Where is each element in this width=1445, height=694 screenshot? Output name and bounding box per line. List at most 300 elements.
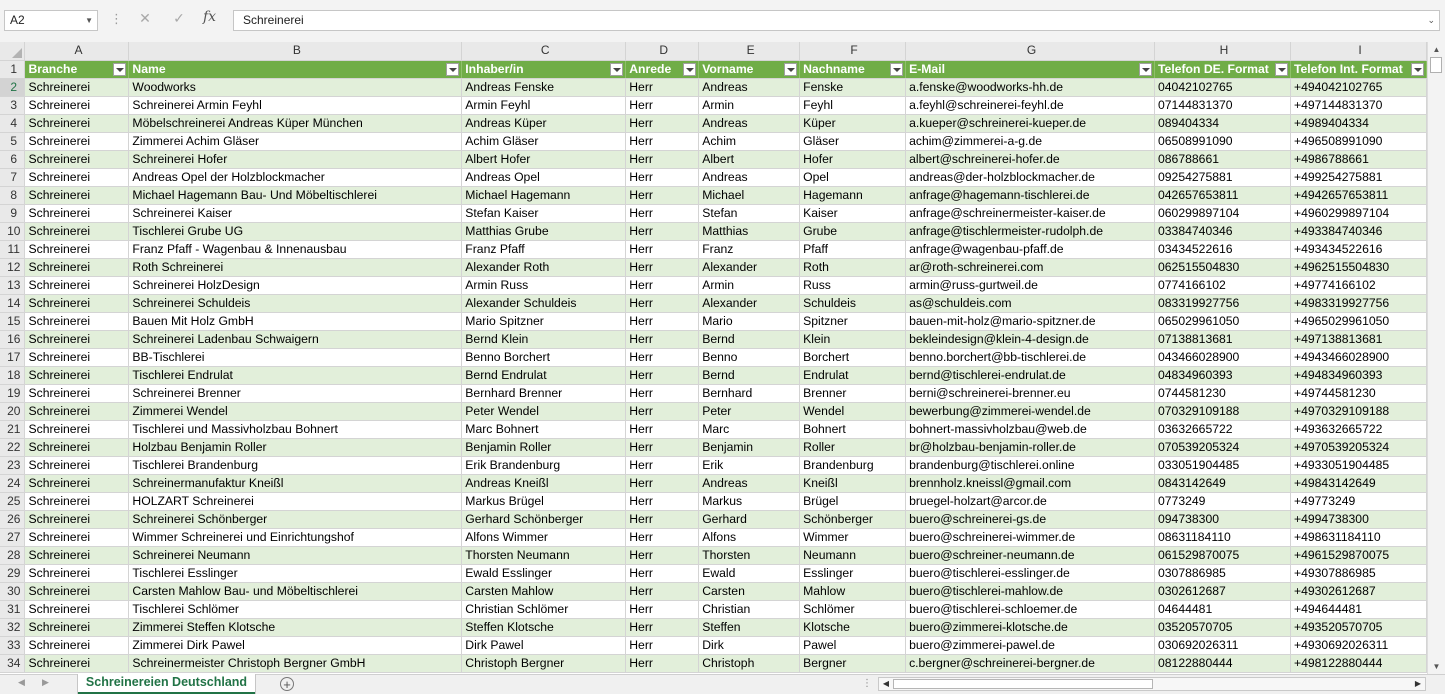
cell[interactable]	[800, 384, 906, 402]
row-header[interactable]: 33	[0, 636, 25, 654]
cell[interactable]	[1155, 222, 1291, 240]
cell[interactable]	[1290, 456, 1426, 474]
cell[interactable]	[129, 438, 462, 456]
cell[interactable]	[129, 600, 462, 618]
cell[interactable]	[800, 618, 906, 636]
formula-input[interactable]	[233, 10, 1440, 31]
cell[interactable]	[906, 150, 1155, 168]
filter-dropdown-icon[interactable]	[446, 63, 459, 76]
cell[interactable]	[25, 384, 129, 402]
cell[interactable]	[626, 96, 699, 114]
filter-dropdown-icon[interactable]	[784, 63, 797, 76]
row-header[interactable]: 21	[0, 420, 25, 438]
row-header[interactable]: 26	[0, 510, 25, 528]
cell[interactable]	[25, 510, 129, 528]
cell[interactable]	[1155, 546, 1291, 564]
cell[interactable]	[129, 276, 462, 294]
vertical-scrollbar[interactable]	[1427, 42, 1445, 674]
cell[interactable]	[462, 582, 626, 600]
cell[interactable]	[462, 78, 626, 96]
cell[interactable]	[699, 528, 800, 546]
cell[interactable]	[800, 240, 906, 258]
scroll-left-icon[interactable]: ◀	[882, 679, 890, 688]
column-header-a[interactable]: A	[25, 42, 129, 60]
cell[interactable]	[800, 348, 906, 366]
cell[interactable]	[626, 564, 699, 582]
cell[interactable]	[1290, 348, 1426, 366]
cell[interactable]	[129, 546, 462, 564]
row-header[interactable]: 4	[0, 114, 25, 132]
row-header[interactable]: 8	[0, 186, 25, 204]
cell[interactable]	[699, 600, 800, 618]
cell[interactable]	[462, 384, 626, 402]
row-header[interactable]: 28	[0, 546, 25, 564]
cell[interactable]	[1290, 510, 1426, 528]
cell[interactable]	[800, 546, 906, 564]
cell[interactable]	[906, 564, 1155, 582]
cell[interactable]	[1155, 366, 1291, 384]
cell[interactable]	[25, 114, 129, 132]
cell[interactable]	[1290, 438, 1426, 456]
cell[interactable]	[129, 150, 462, 168]
cell[interactable]	[906, 600, 1155, 618]
select-all-corner[interactable]	[0, 42, 25, 60]
cell[interactable]	[25, 492, 129, 510]
cell[interactable]	[129, 366, 462, 384]
cell[interactable]	[462, 150, 626, 168]
cell[interactable]	[1155, 384, 1291, 402]
cell[interactable]	[800, 168, 906, 186]
next-sheet-icon[interactable]: ▶	[42, 677, 49, 687]
cell[interactable]	[906, 96, 1155, 114]
cell[interactable]	[800, 150, 906, 168]
cell[interactable]	[626, 618, 699, 636]
cell[interactable]	[699, 636, 800, 654]
row-header[interactable]: 34	[0, 654, 25, 672]
cell[interactable]	[129, 258, 462, 276]
cell[interactable]	[1155, 600, 1291, 618]
cell[interactable]	[699, 150, 800, 168]
cell[interactable]	[800, 420, 906, 438]
cell[interactable]	[800, 456, 906, 474]
cell[interactable]	[1290, 240, 1426, 258]
row-header[interactable]: 23	[0, 456, 25, 474]
cell[interactable]	[129, 348, 462, 366]
cell[interactable]	[1155, 402, 1291, 420]
filter-dropdown-icon[interactable]	[1139, 63, 1152, 76]
cell[interactable]	[800, 186, 906, 204]
cell[interactable]	[25, 276, 129, 294]
cell[interactable]	[1290, 474, 1426, 492]
cell[interactable]	[906, 528, 1155, 546]
cell[interactable]	[699, 582, 800, 600]
cell[interactable]	[1155, 132, 1291, 150]
cell[interactable]	[626, 294, 699, 312]
row-header[interactable]: 12	[0, 258, 25, 276]
cell[interactable]	[1290, 600, 1426, 618]
cell[interactable]	[906, 420, 1155, 438]
cell[interactable]	[462, 240, 626, 258]
row-header[interactable]: 29	[0, 564, 25, 582]
cell[interactable]	[906, 582, 1155, 600]
cell[interactable]	[699, 96, 800, 114]
cell[interactable]	[129, 330, 462, 348]
row-header[interactable]: 31	[0, 600, 25, 618]
cell[interactable]	[1155, 474, 1291, 492]
cell[interactable]	[1290, 366, 1426, 384]
cell[interactable]	[626, 186, 699, 204]
cell[interactable]	[626, 636, 699, 654]
cell[interactable]	[626, 222, 699, 240]
cell[interactable]	[25, 294, 129, 312]
column-header-c[interactable]: C	[462, 42, 626, 60]
column-header-g[interactable]: G	[906, 42, 1155, 60]
cell[interactable]	[1155, 330, 1291, 348]
cell[interactable]	[462, 600, 626, 618]
cell[interactable]	[800, 636, 906, 654]
cell[interactable]	[906, 492, 1155, 510]
cell[interactable]	[699, 384, 800, 402]
cell[interactable]	[1290, 222, 1426, 240]
column-header-e[interactable]: E	[699, 42, 800, 60]
cell[interactable]	[1155, 528, 1291, 546]
cell[interactable]	[25, 258, 129, 276]
cell[interactable]	[626, 258, 699, 276]
filter-dropdown-icon[interactable]	[890, 63, 903, 76]
row-header[interactable]: 2	[0, 78, 25, 96]
cell[interactable]	[1290, 420, 1426, 438]
cell[interactable]	[25, 600, 129, 618]
column-header-f[interactable]: F	[800, 42, 906, 60]
cell[interactable]	[906, 114, 1155, 132]
cell[interactable]	[626, 402, 699, 420]
cell[interactable]	[626, 384, 699, 402]
cell[interactable]	[906, 456, 1155, 474]
row-header[interactable]: 14	[0, 294, 25, 312]
cell[interactable]	[1155, 276, 1291, 294]
scroll-up-icon[interactable]: ▲	[1432, 45, 1441, 54]
cell[interactable]	[699, 258, 800, 276]
cell[interactable]	[462, 186, 626, 204]
cell[interactable]	[800, 78, 906, 96]
cell[interactable]	[462, 564, 626, 582]
cell[interactable]	[906, 240, 1155, 258]
cell[interactable]	[462, 204, 626, 222]
cell[interactable]	[626, 600, 699, 618]
cell[interactable]	[626, 438, 699, 456]
cell[interactable]	[25, 204, 129, 222]
header-cell-h[interactable]	[1155, 60, 1291, 78]
cell[interactable]	[462, 492, 626, 510]
cell[interactable]	[129, 168, 462, 186]
cell[interactable]	[699, 330, 800, 348]
cell[interactable]	[1155, 618, 1291, 636]
cell[interactable]	[626, 492, 699, 510]
cell[interactable]	[25, 582, 129, 600]
cell[interactable]	[800, 582, 906, 600]
cell[interactable]	[25, 438, 129, 456]
cell[interactable]	[626, 78, 699, 96]
filter-dropdown-icon[interactable]	[683, 63, 696, 76]
row-header[interactable]: 20	[0, 402, 25, 420]
cell[interactable]	[1155, 114, 1291, 132]
cell[interactable]	[800, 312, 906, 330]
prev-sheet-icon[interactable]: ◀	[18, 677, 25, 687]
cell[interactable]	[1290, 258, 1426, 276]
cell[interactable]	[906, 636, 1155, 654]
cell[interactable]	[462, 438, 626, 456]
cell[interactable]	[25, 186, 129, 204]
cell[interactable]	[1290, 204, 1426, 222]
cell[interactable]	[699, 168, 800, 186]
row-header[interactable]: 32	[0, 618, 25, 636]
cell[interactable]	[25, 312, 129, 330]
cell[interactable]	[25, 456, 129, 474]
cell[interactable]	[1290, 528, 1426, 546]
cell[interactable]	[626, 546, 699, 564]
cell[interactable]	[906, 168, 1155, 186]
cell[interactable]	[626, 312, 699, 330]
cell[interactable]	[626, 510, 699, 528]
cell[interactable]	[906, 348, 1155, 366]
cell[interactable]	[1155, 420, 1291, 438]
cell[interactable]	[906, 474, 1155, 492]
cell[interactable]	[699, 420, 800, 438]
cell[interactable]	[800, 528, 906, 546]
cell[interactable]	[129, 240, 462, 258]
cell[interactable]	[906, 366, 1155, 384]
cell[interactable]	[626, 276, 699, 294]
row-header[interactable]: 24	[0, 474, 25, 492]
cell[interactable]	[129, 384, 462, 402]
cell[interactable]	[1155, 150, 1291, 168]
cell[interactable]	[1290, 312, 1426, 330]
cell[interactable]	[1155, 78, 1291, 96]
cell[interactable]	[1290, 582, 1426, 600]
cell[interactable]	[1290, 618, 1426, 636]
header-cell-f[interactable]	[800, 60, 906, 78]
cell[interactable]	[699, 186, 800, 204]
cell[interactable]	[25, 240, 129, 258]
cell[interactable]	[1155, 492, 1291, 510]
cell[interactable]	[699, 204, 800, 222]
cell[interactable]	[25, 636, 129, 654]
cell[interactable]	[25, 96, 129, 114]
cell[interactable]	[626, 366, 699, 384]
cell[interactable]	[129, 420, 462, 438]
cell[interactable]	[906, 510, 1155, 528]
cell[interactable]	[462, 618, 626, 636]
cell[interactable]	[25, 366, 129, 384]
cell[interactable]	[800, 654, 906, 672]
cell[interactable]	[129, 402, 462, 420]
cell[interactable]	[699, 654, 800, 672]
cell[interactable]	[626, 240, 699, 258]
cell[interactable]	[25, 618, 129, 636]
cell[interactable]	[129, 456, 462, 474]
cell[interactable]	[462, 366, 626, 384]
cell[interactable]	[129, 132, 462, 150]
cell[interactable]	[906, 276, 1155, 294]
column-header-i[interactable]: I	[1290, 42, 1426, 60]
cell[interactable]	[800, 564, 906, 582]
cell[interactable]	[1155, 564, 1291, 582]
cell[interactable]	[1155, 168, 1291, 186]
cell[interactable]	[462, 276, 626, 294]
cell[interactable]	[129, 654, 462, 672]
cell[interactable]	[626, 168, 699, 186]
cell[interactable]	[1155, 348, 1291, 366]
cell[interactable]	[462, 114, 626, 132]
cell[interactable]	[462, 132, 626, 150]
cell[interactable]	[800, 96, 906, 114]
cell[interactable]	[129, 474, 462, 492]
cell[interactable]	[129, 312, 462, 330]
filter-dropdown-icon[interactable]	[1411, 63, 1424, 76]
row-header[interactable]: 17	[0, 348, 25, 366]
filter-dropdown-icon[interactable]	[113, 63, 126, 76]
cell[interactable]	[462, 168, 626, 186]
cell[interactable]	[25, 402, 129, 420]
row-header[interactable]: 15	[0, 312, 25, 330]
cell[interactable]	[1155, 258, 1291, 276]
cell[interactable]	[1290, 168, 1426, 186]
cell[interactable]	[129, 618, 462, 636]
cell[interactable]	[462, 330, 626, 348]
cell[interactable]	[800, 276, 906, 294]
header-cell-i[interactable]	[1290, 60, 1426, 78]
cell[interactable]	[462, 420, 626, 438]
cell[interactable]	[1290, 564, 1426, 582]
cell[interactable]	[906, 546, 1155, 564]
cell[interactable]	[626, 114, 699, 132]
cell[interactable]	[462, 348, 626, 366]
cell[interactable]	[800, 492, 906, 510]
cell[interactable]	[1155, 654, 1291, 672]
row-header[interactable]: 13	[0, 276, 25, 294]
row-header[interactable]: 18	[0, 366, 25, 384]
cell[interactable]	[129, 636, 462, 654]
cell[interactable]	[25, 132, 129, 150]
cell[interactable]	[906, 132, 1155, 150]
cell[interactable]	[906, 330, 1155, 348]
cell[interactable]	[129, 186, 462, 204]
cell[interactable]	[25, 150, 129, 168]
cell[interactable]	[800, 474, 906, 492]
cell[interactable]	[906, 294, 1155, 312]
scroll-right-icon[interactable]: ▶	[1414, 679, 1422, 688]
cell[interactable]	[1290, 132, 1426, 150]
insert-function-icon[interactable]: fx	[203, 9, 217, 25]
cell[interactable]	[1290, 186, 1426, 204]
cell[interactable]	[626, 150, 699, 168]
cell[interactable]	[699, 114, 800, 132]
cell[interactable]	[699, 618, 800, 636]
cell[interactable]	[462, 654, 626, 672]
row-header[interactable]: 5	[0, 132, 25, 150]
column-header-b[interactable]: B	[129, 42, 462, 60]
cell[interactable]	[626, 420, 699, 438]
row-header[interactable]: 11	[0, 240, 25, 258]
cell[interactable]	[699, 564, 800, 582]
cell[interactable]	[626, 204, 699, 222]
cell[interactable]	[800, 114, 906, 132]
cell[interactable]	[800, 294, 906, 312]
cell[interactable]	[699, 132, 800, 150]
cell[interactable]	[906, 312, 1155, 330]
cell[interactable]	[626, 474, 699, 492]
cell[interactable]	[1155, 510, 1291, 528]
horizontal-scroll-thumb[interactable]	[893, 679, 1153, 689]
vertical-scroll-thumb[interactable]	[1430, 57, 1442, 73]
cell[interactable]	[626, 528, 699, 546]
cell[interactable]	[699, 438, 800, 456]
row-header[interactable]: 19	[0, 384, 25, 402]
cell[interactable]	[906, 618, 1155, 636]
cell[interactable]	[699, 456, 800, 474]
row-header[interactable]: 1	[0, 60, 25, 78]
cell[interactable]	[462, 258, 626, 276]
cell[interactable]	[1155, 438, 1291, 456]
header-cell-g[interactable]	[906, 60, 1155, 78]
cell[interactable]	[699, 546, 800, 564]
cell[interactable]	[129, 492, 462, 510]
cell[interactable]	[1290, 96, 1426, 114]
add-sheet-icon[interactable]: +	[280, 677, 294, 691]
cell[interactable]	[462, 294, 626, 312]
row-header[interactable]: 3	[0, 96, 25, 114]
cell[interactable]	[462, 312, 626, 330]
cell[interactable]	[25, 420, 129, 438]
cell[interactable]	[800, 132, 906, 150]
cell[interactable]	[129, 528, 462, 546]
row-header[interactable]: 27	[0, 528, 25, 546]
cell[interactable]	[1155, 204, 1291, 222]
row-header[interactable]: 25	[0, 492, 25, 510]
cell[interactable]	[1290, 330, 1426, 348]
cell[interactable]	[699, 312, 800, 330]
column-header-h[interactable]: H	[1155, 42, 1291, 60]
cell[interactable]	[462, 528, 626, 546]
cell[interactable]	[800, 258, 906, 276]
cell[interactable]	[462, 474, 626, 492]
cell[interactable]	[1290, 384, 1426, 402]
row-header[interactable]: 6	[0, 150, 25, 168]
cell[interactable]	[626, 582, 699, 600]
cell[interactable]	[462, 402, 626, 420]
filter-dropdown-icon[interactable]	[1275, 63, 1288, 76]
cell[interactable]	[462, 456, 626, 474]
cell[interactable]	[699, 492, 800, 510]
cell[interactable]	[906, 186, 1155, 204]
cell[interactable]	[462, 636, 626, 654]
cell[interactable]	[1155, 456, 1291, 474]
cell[interactable]	[800, 222, 906, 240]
row-header[interactable]: 9	[0, 204, 25, 222]
cell[interactable]	[1155, 636, 1291, 654]
cell[interactable]	[1290, 276, 1426, 294]
cell[interactable]	[626, 654, 699, 672]
name-box-dropdown-icon[interactable]: ▼	[85, 16, 93, 25]
cell[interactable]	[129, 96, 462, 114]
cell[interactable]	[1155, 240, 1291, 258]
cell[interactable]	[626, 330, 699, 348]
cell[interactable]	[906, 384, 1155, 402]
cell[interactable]	[129, 564, 462, 582]
cell[interactable]	[699, 366, 800, 384]
cell[interactable]	[800, 600, 906, 618]
cell[interactable]	[1290, 492, 1426, 510]
